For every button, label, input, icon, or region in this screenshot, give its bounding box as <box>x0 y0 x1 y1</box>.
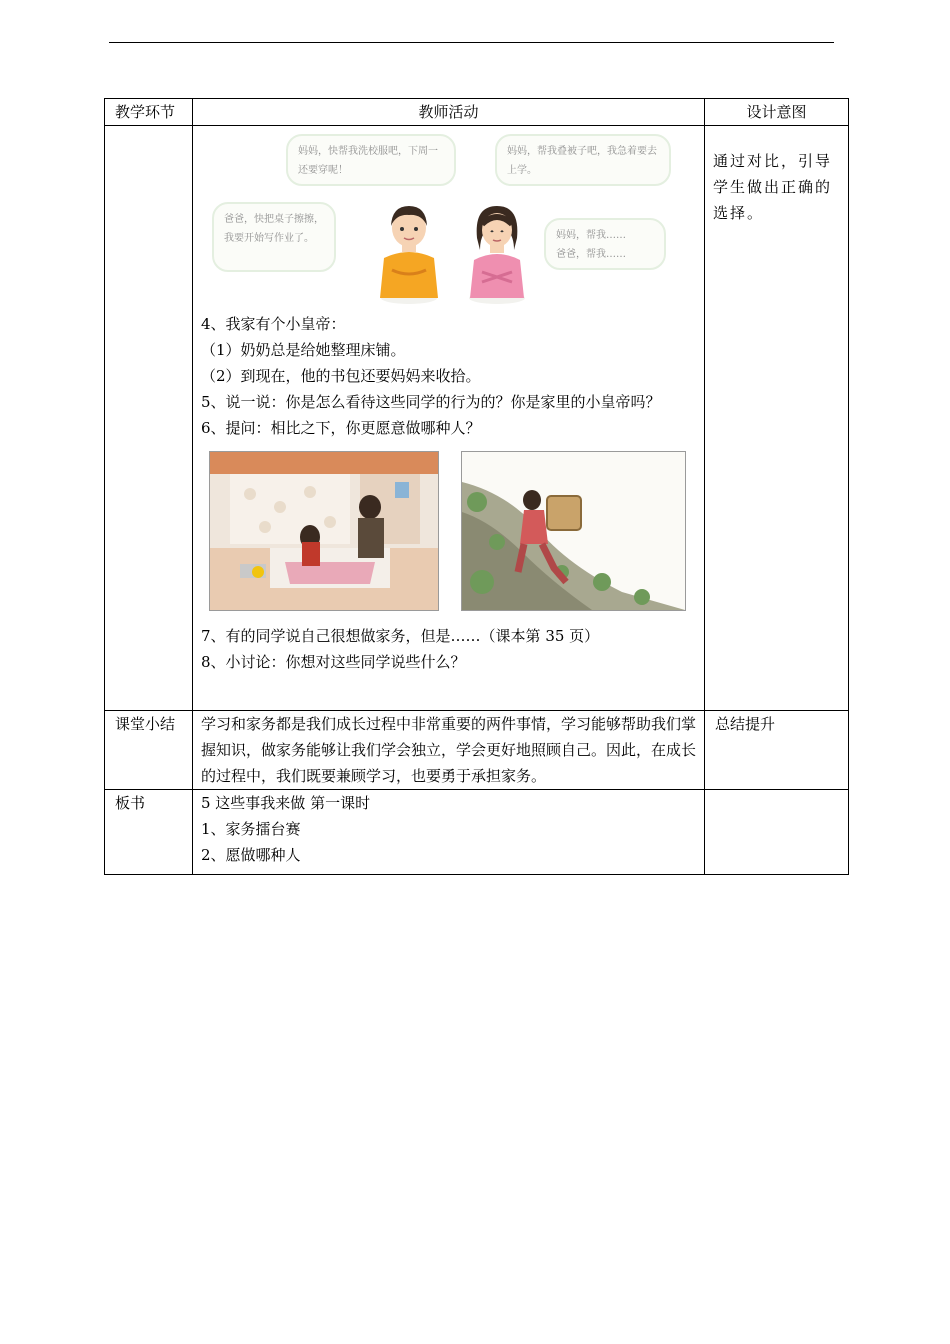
table-header-row <box>105 99 849 126</box>
activity-line-7: 7、有的同学说自己很想做家务，但是……（课本第 35 页） <box>201 627 600 645</box>
activity-stage-cell <box>105 126 193 711</box>
summary-row <box>105 711 849 790</box>
speech-bubble <box>212 202 336 272</box>
lesson-plan-table <box>104 98 849 875</box>
board-intent-cell <box>705 790 849 875</box>
header-stage: 教学环节 <box>105 99 193 126</box>
summary-content: 学习和家务都是我们成长过程中非常重要的两件事情，学习能够帮助我们掌握知识，做家务能够让我们学会独立，学会更好地照顾自己。因此，在成长的过程中，我们既要兼顾学习，也要勇于承担家务。 <box>201 715 697 785</box>
activity-content-cell <box>193 126 705 711</box>
activity-line-8: 8、小讨论：你想对这些同学说些什么？ <box>201 653 466 671</box>
bubble-text: 妈妈，帮我…… <box>556 230 626 241</box>
summary-stage: 课堂小结 <box>115 715 176 733</box>
header-design-intent: 设计意图 <box>705 99 849 126</box>
bubble-text: 妈妈，快帮我洗校服吧，下周一还要穿呢！ <box>298 146 438 176</box>
board-line-2: 1、家务擂台赛 <box>201 820 301 838</box>
summary-stage-cell <box>105 711 193 790</box>
activity-line-4: 4、我家有个小皇帝： <box>201 315 346 333</box>
bubble-text: 爸爸，快把桌子擦擦，我要开始写作业了。 <box>224 214 324 244</box>
boy-figure <box>374 198 444 308</box>
activity-line-5: 5、说一说：你是怎么看待这些同学的行为的？你是家里的小皇帝吗？ <box>201 393 661 411</box>
board-row <box>105 790 849 875</box>
comic-illustration <box>212 128 684 305</box>
speech-bubble <box>286 134 456 186</box>
summary-content-cell <box>193 711 705 790</box>
board-stage-cell <box>105 790 193 875</box>
speech-bubble <box>544 218 666 270</box>
bubble-text: 爸爸，帮我…… <box>556 249 626 260</box>
activity-row <box>105 126 849 711</box>
activity-intent-cell <box>705 126 849 711</box>
board-stage: 板书 <box>115 794 146 812</box>
mountain-basket-photo <box>461 451 686 611</box>
board-content-cell <box>193 790 705 875</box>
comparison-photos <box>201 451 696 623</box>
activity-line-4-1: （1）奶奶总是给她整理床铺。 <box>201 341 406 359</box>
speech-bubble <box>495 134 671 186</box>
activity-line-6: 6、提问：相比之下，你更愿意做哪种人？ <box>201 419 481 437</box>
activity-intent-text: 通过对比，引导学生做出正确的选择。 <box>713 152 833 222</box>
header-rule <box>109 42 834 43</box>
bedroom-photo <box>209 451 439 611</box>
bubble-text: 妈妈，帮我叠被子吧，我急着要去上学。 <box>507 146 657 176</box>
board-line-3: 2、愿做哪种人 <box>201 846 301 864</box>
header-teacher-activity: 教师活动 <box>193 99 705 126</box>
activity-line-4-2: （2）到现在，他的书包还要妈妈来收拾。 <box>201 367 481 385</box>
girl-figure <box>462 198 532 308</box>
board-line-1: 5 这些事我来做 第一课时 <box>201 794 371 812</box>
summary-intent-cell <box>705 711 849 790</box>
summary-intent: 总结提升 <box>715 715 776 733</box>
